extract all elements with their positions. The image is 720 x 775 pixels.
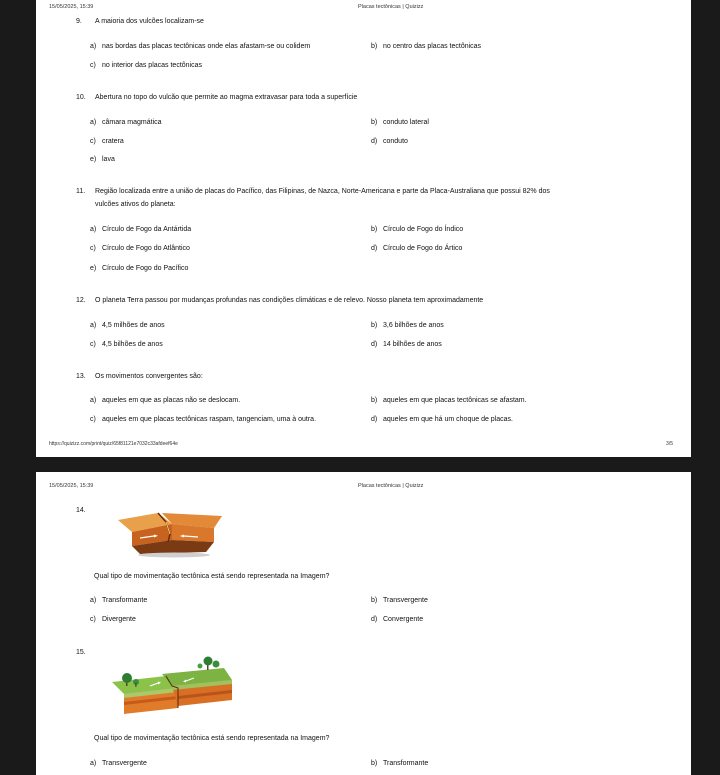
option-9c[interactable]: c) no interior das placas tectônicas bbox=[90, 62, 202, 69]
question-14-text: Qual tipo de movimentação tectônica está sendo representada na Imagem? bbox=[94, 573, 330, 580]
question-number: 13. bbox=[76, 373, 86, 380]
option-11a[interactable]: a) Círculo de Fogo da Antártida bbox=[90, 226, 192, 233]
option-14a[interactable]: a) Transformante bbox=[90, 597, 148, 604]
header-title: Placas tectônicas | Quizizz bbox=[358, 483, 424, 489]
print-page-2 bbox=[36, 472, 691, 775]
option-9b[interactable]: b) no centro das placas tectônicas bbox=[371, 43, 482, 50]
question-14-number: 14. bbox=[76, 507, 86, 514]
question-10 bbox=[76, 93, 357, 103]
question-text-line2: vulcões ativos do planeta: bbox=[95, 201, 176, 208]
option-10b[interactable]: b) conduto lateral bbox=[371, 119, 429, 126]
print-page-1 bbox=[36, 0, 691, 457]
question-text: Os movimentos convergentes são: bbox=[95, 373, 203, 380]
option-12b[interactable]: b) 3,6 bilhões de anos bbox=[371, 322, 444, 329]
option-12a[interactable]: a) 4,5 milhões de anos bbox=[90, 322, 165, 329]
question-15-text: Qual tipo de movimentação tectônica está sendo representada na Imagem? bbox=[94, 735, 330, 742]
question-number: 11. bbox=[76, 188, 86, 195]
option-10c[interactable]: c) cratera bbox=[90, 138, 124, 145]
option-11c[interactable]: c) Círculo de Fogo do Atlântico bbox=[90, 245, 190, 252]
option-11d[interactable]: d) Círculo de Fogo do Ártico bbox=[371, 245, 463, 252]
header-date: 15/05/2025, 15:39 bbox=[49, 4, 94, 10]
question-text: Abertura no topo do vulcão que permite ao magma extravasar para toda a superfície bbox=[95, 94, 358, 101]
option-11e[interactable]: e) Círculo de Fogo do Pacífico bbox=[90, 265, 189, 272]
option-9a[interactable]: a) nas bordas das placas tectônicas onde elas afastam-se ou colidem bbox=[90, 43, 311, 50]
option-12d[interactable]: d) 14 bilhões de anos bbox=[371, 341, 442, 348]
question-11 bbox=[76, 187, 550, 197]
option-10d[interactable]: d) conduto bbox=[371, 138, 408, 145]
question-number: 10. bbox=[76, 94, 86, 101]
option-13a[interactable]: a) aqueles em que as placas não se deslocam. bbox=[90, 397, 241, 404]
question-text: A maioria dos vulcões localizam-se bbox=[95, 18, 204, 25]
option-11b[interactable]: b) Círculo de Fogo do Índico bbox=[371, 226, 464, 233]
question-number: 12. bbox=[76, 297, 86, 304]
question-text-line1: Região localizada entre a união de placas do Pacífico, das Filipinas, de Nazca, Norte-Americana e parte da Placa-Australiana que possui 82% dos bbox=[95, 188, 550, 195]
question-9 bbox=[76, 17, 204, 27]
question-number: 9. bbox=[76, 18, 82, 25]
option-13b[interactable]: b) aqueles em que placas tectônicas se afastam. bbox=[371, 397, 527, 404]
option-14b[interactable]: b) Transvergente bbox=[371, 597, 428, 604]
option-10a[interactable]: a) câmara magmática bbox=[90, 119, 162, 126]
transform-plates-image bbox=[106, 652, 236, 720]
option-14d[interactable]: d) Convergente bbox=[371, 616, 424, 623]
question-13 bbox=[76, 372, 203, 382]
option-13c[interactable]: c) aqueles em que placas tectônicas raspam, tangenciam, uma à outra. bbox=[90, 416, 317, 423]
transform-plates-illustration bbox=[106, 652, 236, 720]
convergent-plates-illustration bbox=[110, 508, 232, 558]
option-15a[interactable]: a) Transvergente bbox=[90, 760, 147, 767]
footer-url: https://quizizz.com/print/quiz/65f81121e7032c33afdeef64e bbox=[49, 441, 178, 447]
question-12 bbox=[76, 296, 483, 306]
option-10e[interactable]: e) lava bbox=[90, 156, 115, 163]
option-13d[interactable]: d) aqueles em que há um choque de placas. bbox=[371, 416, 513, 423]
convergent-plates-image bbox=[110, 508, 232, 558]
footer-page-number: 3/5 bbox=[666, 441, 673, 447]
header-date: 15/05/2025, 15:39 bbox=[49, 483, 94, 489]
option-14c[interactable]: c) Divergente bbox=[90, 616, 136, 623]
header-title: Placas tectônicas | Quizizz bbox=[358, 4, 424, 10]
question-text: O planeta Terra passou por mudanças profundas nas condições climáticas e de relevo. Nosso planeta tem aproximadamente bbox=[95, 297, 484, 304]
option-12c[interactable]: c) 4,5 bilhões de anos bbox=[90, 341, 163, 348]
question-15-number: 15. bbox=[76, 649, 86, 656]
option-15b[interactable]: b) Transformante bbox=[371, 760, 429, 767]
